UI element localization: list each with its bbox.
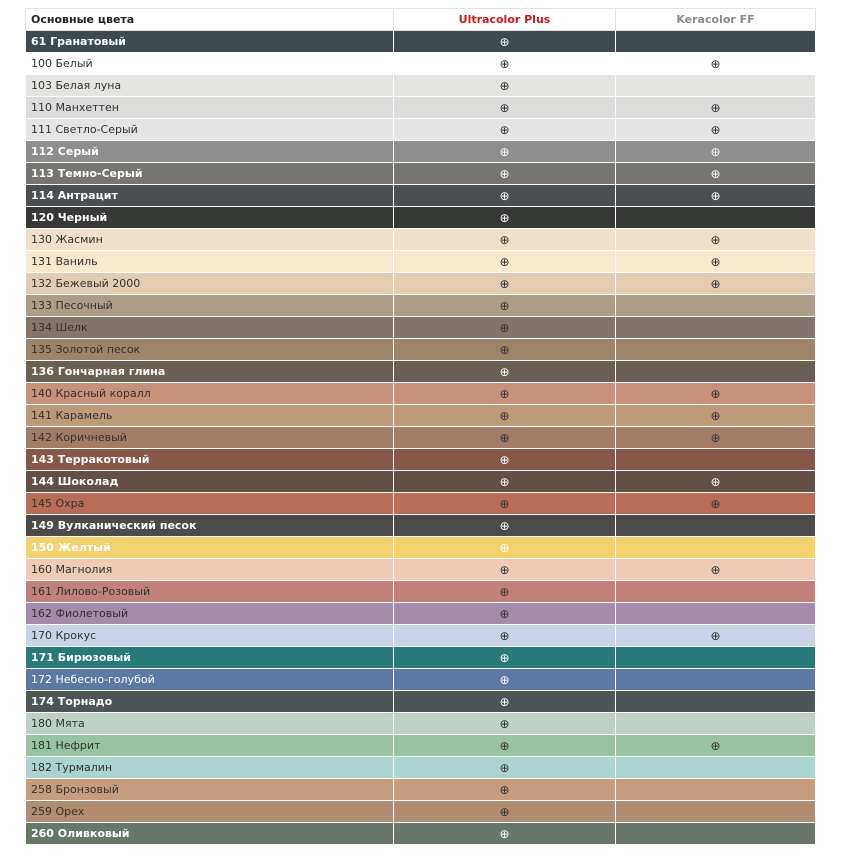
circled-plus-icon: ⊕ <box>710 408 721 423</box>
keracolor-availability-cell <box>616 691 816 713</box>
circled-plus-icon: ⊕ <box>710 254 721 269</box>
circled-plus-icon: ⊕ <box>499 144 510 159</box>
keracolor-availability-cell <box>616 295 816 317</box>
color-name-cell: 258 Бронзовый <box>26 779 394 801</box>
ultracolor-availability-cell <box>394 471 616 493</box>
circled-plus-icon: ⊕ <box>499 540 510 555</box>
circled-plus-icon: ⊕ <box>499 474 510 489</box>
color-name-cell: 61 Гранатовый <box>26 31 394 53</box>
keracolor-availability-cell <box>616 53 816 75</box>
table-row <box>26 251 816 273</box>
table-row <box>26 537 816 559</box>
circled-plus-icon: ⊕ <box>499 430 510 445</box>
table-row <box>26 295 816 317</box>
circled-plus-icon: ⊕ <box>499 496 510 511</box>
circled-plus-icon: ⊕ <box>710 430 721 445</box>
ultracolor-availability-cell <box>394 669 616 691</box>
table-row <box>26 141 816 163</box>
keracolor-availability-cell <box>616 625 816 647</box>
color-name-cell: 143 Терракотовый <box>26 449 394 471</box>
circled-plus-icon: ⊕ <box>710 496 721 511</box>
keracolor-availability-cell <box>616 141 816 163</box>
color-name-cell: 172 Небесно-голубой <box>26 669 394 691</box>
color-name-cell: 110 Манхеттен <box>26 97 394 119</box>
table-row <box>26 559 816 581</box>
grout-color-table <box>25 8 816 845</box>
ultracolor-availability-cell <box>394 97 616 119</box>
ultracolor-availability-cell <box>394 405 616 427</box>
circled-plus-icon: ⊕ <box>499 166 510 181</box>
keracolor-availability-cell <box>616 471 816 493</box>
color-name-cell: 160 Магнолия <box>26 559 394 581</box>
table-row <box>26 603 816 625</box>
ultracolor-availability-cell <box>394 229 616 251</box>
ultracolor-availability-cell <box>394 53 616 75</box>
keracolor-availability-cell <box>616 31 816 53</box>
keracolor-availability-cell <box>616 559 816 581</box>
ultracolor-availability-cell <box>394 339 616 361</box>
ultracolor-availability-cell <box>394 779 616 801</box>
ultracolor-availability-cell <box>394 75 616 97</box>
circled-plus-icon: ⊕ <box>499 188 510 203</box>
circled-plus-icon: ⊕ <box>499 276 510 291</box>
ultracolor-availability-cell <box>394 515 616 537</box>
circled-plus-icon: ⊕ <box>710 474 721 489</box>
keracolor-availability-cell <box>616 647 816 669</box>
circled-plus-icon: ⊕ <box>499 254 510 269</box>
table-row <box>26 427 816 449</box>
keracolor-availability-cell <box>616 515 816 537</box>
color-name-cell: 133 Песочный <box>26 295 394 317</box>
table-row <box>26 317 816 339</box>
color-name-cell: 130 Жасмин <box>26 229 394 251</box>
table-row <box>26 229 816 251</box>
keracolor-availability-cell <box>616 537 816 559</box>
table-row <box>26 405 816 427</box>
circled-plus-icon: ⊕ <box>499 628 510 643</box>
circled-plus-icon: ⊕ <box>499 210 510 225</box>
circled-plus-icon: ⊕ <box>499 562 510 577</box>
ultracolor-availability-cell <box>394 801 616 823</box>
keracolor-availability-cell <box>616 185 816 207</box>
circled-plus-icon: ⊕ <box>499 738 510 753</box>
color-name-cell: 174 Торнадо <box>26 691 394 713</box>
color-name-cell: 114 Антрацит <box>26 185 394 207</box>
table-row <box>26 163 816 185</box>
keracolor-availability-cell <box>616 273 816 295</box>
column-header-ultracolor-plus: Ultracolor Plus <box>394 9 616 31</box>
table-row <box>26 801 816 823</box>
table-row <box>26 625 816 647</box>
circled-plus-icon: ⊕ <box>710 56 721 71</box>
circled-plus-icon: ⊕ <box>499 804 510 819</box>
circled-plus-icon: ⊕ <box>499 320 510 335</box>
table-row <box>26 779 816 801</box>
color-name-cell: 100 Белый <box>26 53 394 75</box>
table-row <box>26 185 816 207</box>
keracolor-availability-cell <box>616 757 816 779</box>
color-name-cell: 134 Шелк <box>26 317 394 339</box>
table-row <box>26 515 816 537</box>
color-name-cell: 170 Крокус <box>26 625 394 647</box>
ultracolor-availability-cell <box>394 361 616 383</box>
keracolor-availability-cell <box>616 603 816 625</box>
ultracolor-availability-cell <box>394 449 616 471</box>
circled-plus-icon: ⊕ <box>499 298 510 313</box>
keracolor-availability-cell <box>616 779 816 801</box>
ultracolor-availability-cell <box>394 185 616 207</box>
color-name-cell: 150 Желтый <box>26 537 394 559</box>
color-name-cell: 149 Вулканический песок <box>26 515 394 537</box>
ultracolor-availability-cell <box>394 823 616 845</box>
ultracolor-availability-cell <box>394 31 616 53</box>
circled-plus-icon: ⊕ <box>499 232 510 247</box>
color-name-cell: 161 Лилово-Розовый <box>26 581 394 603</box>
keracolor-availability-cell <box>616 493 816 515</box>
keracolor-availability-cell <box>616 317 816 339</box>
circled-plus-icon: ⊕ <box>499 650 510 665</box>
column-header-keracolor-ff: Keracolor FF <box>616 9 816 31</box>
circled-plus-icon: ⊕ <box>499 584 510 599</box>
ultracolor-availability-cell <box>394 207 616 229</box>
table-header-row <box>26 9 816 31</box>
color-name-cell: 132 Бежевый 2000 <box>26 273 394 295</box>
table-row <box>26 361 816 383</box>
circled-plus-icon: ⊕ <box>499 518 510 533</box>
table-row <box>26 75 816 97</box>
ultracolor-availability-cell <box>394 581 616 603</box>
ultracolor-availability-cell <box>394 273 616 295</box>
ultracolor-availability-cell <box>394 625 616 647</box>
table-row <box>26 97 816 119</box>
circled-plus-icon: ⊕ <box>499 78 510 93</box>
color-name-cell: 142 Коричневый <box>26 427 394 449</box>
circled-plus-icon: ⊕ <box>499 672 510 687</box>
table-row <box>26 119 816 141</box>
table-row <box>26 339 816 361</box>
ultracolor-availability-cell <box>394 119 616 141</box>
ultracolor-availability-cell <box>394 383 616 405</box>
keracolor-availability-cell <box>616 735 816 757</box>
circled-plus-icon: ⊕ <box>499 100 510 115</box>
keracolor-availability-cell <box>616 427 816 449</box>
table-row <box>26 581 816 603</box>
table-row <box>26 493 816 515</box>
circled-plus-icon: ⊕ <box>499 56 510 71</box>
circled-plus-icon: ⊕ <box>710 166 721 181</box>
circled-plus-icon: ⊕ <box>499 716 510 731</box>
ultracolor-availability-cell <box>394 735 616 757</box>
ultracolor-availability-cell <box>394 493 616 515</box>
table-row <box>26 383 816 405</box>
keracolor-availability-cell <box>616 163 816 185</box>
ultracolor-availability-cell <box>394 691 616 713</box>
keracolor-availability-cell <box>616 75 816 97</box>
table-row <box>26 647 816 669</box>
keracolor-availability-cell <box>616 97 816 119</box>
circled-plus-icon: ⊕ <box>710 122 721 137</box>
color-name-cell: 103 Белая луна <box>26 75 394 97</box>
circled-plus-icon: ⊕ <box>710 386 721 401</box>
circled-plus-icon: ⊕ <box>710 144 721 159</box>
color-table-container <box>25 8 815 845</box>
circled-plus-icon: ⊕ <box>499 364 510 379</box>
keracolor-availability-cell <box>616 229 816 251</box>
table-row <box>26 669 816 691</box>
keracolor-availability-cell <box>616 823 816 845</box>
circled-plus-icon: ⊕ <box>499 342 510 357</box>
table-row <box>26 273 816 295</box>
color-name-cell: 112 Серый <box>26 141 394 163</box>
ultracolor-availability-cell <box>394 537 616 559</box>
color-name-cell: 113 Темно-Серый <box>26 163 394 185</box>
keracolor-availability-cell <box>616 207 816 229</box>
table-row <box>26 53 816 75</box>
keracolor-availability-cell <box>616 119 816 141</box>
table-row <box>26 691 816 713</box>
color-name-cell: 145 Охра <box>26 493 394 515</box>
color-name-cell: 171 Бирюзовый <box>26 647 394 669</box>
table-row <box>26 449 816 471</box>
color-name-cell: 182 Турмалин <box>26 757 394 779</box>
ultracolor-availability-cell <box>394 559 616 581</box>
circled-plus-icon: ⊕ <box>710 232 721 247</box>
ultracolor-availability-cell <box>394 757 616 779</box>
keracolor-availability-cell <box>616 339 816 361</box>
color-name-cell: 140 Красный коралл <box>26 383 394 405</box>
keracolor-availability-cell <box>616 801 816 823</box>
color-name-cell: 141 Карамель <box>26 405 394 427</box>
table-row <box>26 735 816 757</box>
circled-plus-icon: ⊕ <box>499 782 510 797</box>
circled-plus-icon: ⊕ <box>499 452 510 467</box>
circled-plus-icon: ⊕ <box>499 34 510 49</box>
color-name-cell: 180 Мята <box>26 713 394 735</box>
ultracolor-availability-cell <box>394 713 616 735</box>
keracolor-availability-cell <box>616 449 816 471</box>
keracolor-availability-cell <box>616 581 816 603</box>
keracolor-availability-cell <box>616 251 816 273</box>
keracolor-availability-cell <box>616 405 816 427</box>
circled-plus-icon: ⊕ <box>710 562 721 577</box>
table-row <box>26 471 816 493</box>
color-name-cell: 144 Шоколад <box>26 471 394 493</box>
ultracolor-availability-cell <box>394 427 616 449</box>
table-row <box>26 207 816 229</box>
circled-plus-icon: ⊕ <box>710 628 721 643</box>
circled-plus-icon: ⊕ <box>499 760 510 775</box>
table-row <box>26 823 816 845</box>
keracolor-availability-cell <box>616 383 816 405</box>
column-header-colors: Основные цвета <box>26 9 394 31</box>
color-name-cell: 120 Черный <box>26 207 394 229</box>
ultracolor-availability-cell <box>394 317 616 339</box>
circled-plus-icon: ⊕ <box>710 100 721 115</box>
circled-plus-icon: ⊕ <box>499 826 510 841</box>
ultracolor-availability-cell <box>394 603 616 625</box>
circled-plus-icon: ⊕ <box>710 188 721 203</box>
circled-plus-icon: ⊕ <box>499 408 510 423</box>
table-row <box>26 757 816 779</box>
color-name-cell: 136 Гончарная глина <box>26 361 394 383</box>
circled-plus-icon: ⊕ <box>499 694 510 709</box>
ultracolor-availability-cell <box>394 251 616 273</box>
table-row <box>26 31 816 53</box>
circled-plus-icon: ⊕ <box>499 606 510 621</box>
circled-plus-icon: ⊕ <box>710 276 721 291</box>
table-body <box>26 31 816 845</box>
color-name-cell: 259 Орех <box>26 801 394 823</box>
table-row <box>26 713 816 735</box>
keracolor-availability-cell <box>616 713 816 735</box>
color-name-cell: 181 Нефрит <box>26 735 394 757</box>
circled-plus-icon: ⊕ <box>710 738 721 753</box>
keracolor-availability-cell <box>616 669 816 691</box>
ultracolor-availability-cell <box>394 141 616 163</box>
circled-plus-icon: ⊕ <box>499 122 510 137</box>
ultracolor-availability-cell <box>394 295 616 317</box>
circled-plus-icon: ⊕ <box>499 386 510 401</box>
color-name-cell: 131 Ваниль <box>26 251 394 273</box>
keracolor-availability-cell <box>616 361 816 383</box>
ultracolor-availability-cell <box>394 163 616 185</box>
color-name-cell: 162 Фиолетовый <box>26 603 394 625</box>
ultracolor-availability-cell <box>394 647 616 669</box>
color-name-cell: 260 Оливковый <box>26 823 394 845</box>
color-name-cell: 135 Золотой песок <box>26 339 394 361</box>
color-name-cell: 111 Светло-Серый <box>26 119 394 141</box>
